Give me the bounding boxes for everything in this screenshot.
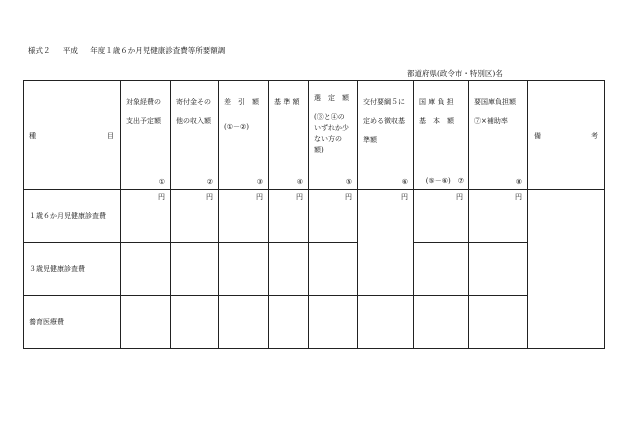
value-cell[interactable] (121, 296, 171, 349)
value-cell[interactable] (414, 243, 469, 296)
value-cell[interactable] (121, 243, 171, 296)
value-cell[interactable] (309, 243, 358, 296)
value-cell[interactable] (269, 243, 309, 296)
col7-header: 国 庫 負 担 基 本 額 (419, 98, 454, 125)
col6-header: 交付要綱５に 定める徴収基 準額 (363, 98, 405, 144)
value-cell[interactable] (469, 243, 528, 296)
form-number: 様式２ (28, 46, 51, 55)
table-row (24, 243, 605, 296)
col7-formula: (⑤－⑥) ⑦ (425, 177, 464, 185)
value-cell[interactable] (269, 296, 309, 349)
value-cell[interactable] (171, 296, 219, 349)
col8-number: ⑧ (515, 178, 522, 186)
value-cell[interactable] (219, 296, 269, 349)
value-cell[interactable] (219, 243, 269, 296)
col4-number: ④ (296, 178, 303, 186)
col3-header: 差 引 額 (①－②) (224, 98, 259, 131)
col1-number: ① (158, 178, 165, 186)
yen-cell[interactable]: 円 (219, 190, 269, 243)
item-header-left: 種 (29, 132, 36, 140)
value-cell[interactable] (469, 296, 528, 349)
era-label: 平成 (62, 46, 78, 55)
yen-cell[interactable]: 円 (309, 190, 358, 243)
col6-number: ⑥ (401, 178, 408, 186)
col3-number: ③ (256, 178, 263, 186)
col2-number: ② (206, 178, 213, 186)
form-title: 年度１歳６か月児健康診査費等所要額調 (90, 46, 226, 55)
header-row (24, 81, 605, 190)
value-cell[interactable] (309, 296, 358, 349)
prefecture-label: 都道府県(政令市・特別区)名 (407, 69, 503, 78)
table-row (24, 190, 605, 243)
row-label: ３歳児健康診査費 (24, 243, 121, 296)
budget-table (23, 80, 605, 349)
row-label: １歳６か月児健康診査費 (24, 190, 121, 243)
col4-header: 基 準 額 (274, 98, 300, 106)
col8-header: 要国庫負担額 ⑦×補助率 (474, 98, 516, 125)
remarks-header-left: 備 (534, 132, 541, 140)
col5-header: 選 定 額 (③と④の いずれか少 ない方の 額) (314, 94, 349, 154)
remarks-cell[interactable] (528, 190, 605, 349)
yen-cell-merged[interactable]: 円 (358, 190, 414, 296)
col2-header: 寄付金その 他の収入額 (176, 98, 211, 125)
value-cell[interactable] (171, 243, 219, 296)
col1-header: 対象経費の 支出予定額 (126, 98, 161, 125)
item-header-right: 目 (107, 132, 114, 140)
remarks-header-right: 考 (591, 132, 598, 140)
yen-cell[interactable]: 円 (269, 190, 309, 243)
table-row (24, 296, 605, 349)
row-label: 養育医療費 (24, 296, 121, 349)
yen-cell[interactable]: 円 (121, 190, 171, 243)
yen-cell[interactable]: 円 (469, 190, 528, 243)
form-title-line (28, 45, 235, 56)
col5-number: ⑤ (345, 178, 352, 186)
value-cell[interactable] (414, 296, 469, 349)
yen-cell[interactable]: 円 (414, 190, 469, 243)
value-cell[interactable] (358, 296, 414, 349)
yen-cell[interactable]: 円 (171, 190, 219, 243)
